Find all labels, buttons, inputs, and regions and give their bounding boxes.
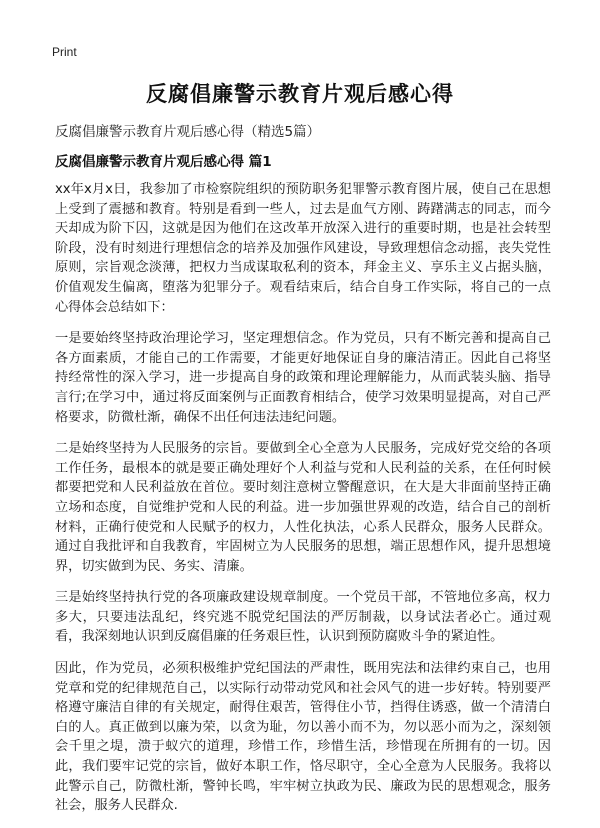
document-subtitle: 反腐倡廉警示教育片观后感心得（精选5篇）: [55, 124, 321, 140]
paragraph-point-three: 三是始终坚持执行党的各项廉政建设规章制度。一个党员干部，不管地位多高，权力多大，只要违法乱纪，终究逃不脱党纪国法的严厉制裁，以身试法者必亡。通过观看，我深刻地认识到反腐倡廉的任务艰巨性，认识到预防腐败斗争的紧迫性。: [55, 590, 551, 645]
paragraph-intro: xx年x月x日，我参加了市检察院组织的预防职务犯罪警示教育图片展，使自己在思想上受到了震撼和教育。特别是看到一些人，过去是血气方刚、踌躇满志的同志，而今天却成为阶下囚，这就是因为他们在这改革开放深入进行的重要时期，也是社会转型阶段，没有时刻进行理想信念的培养及加强作风建设，导致理想信念动摇，丧失党性原则，宗旨观念淡薄，把权力当成谋取私利的资本，拜金主义、享乐主义占据头脑，价值观发生偏离，堕落为犯罪分子。观看结束后，结合自身工作实际，将自己的一点心得体会总结如下：: [55, 182, 551, 315]
section-heading: 反腐倡廉警示教育片观后感心得 篇1: [55, 154, 272, 170]
document-title: 反腐倡廉警示教育片观后感心得: [146, 82, 454, 106]
paragraph-point-one: 一是要始终坚持政治理论学习，坚定理想信念。作为党员，只有不断完善和提高自己各方面素质，才能自己的工作需要，才能更好地保证自身的廉洁清正。因此自己将坚持经常性的深入学习，进一步提高自身的政策和理论理解能力，从而武装头脑、指导言行;在学习中，通过将反面案例与正面教育相结合，使学习效果明显提高，对自己严格要求，防微杜渐，确保不出任何违法违纪问题。: [55, 331, 551, 425]
paragraph-conclusion: 因此，作为党员，必须积极维护党纪国法的严肃性，既用宪法和法律约束自己，也用党章和党的纪律规范自己，以实际行动带动党风和社会风气的进一步好转。特别要严格遵守廉洁自律的有关规定，耐得住艰苦，管得住小节，挡得住诱惑，做一个清清白白的人。真正做到以廉为荣，以贪为耻，勿以善小而不为，勿以恶小而为之，深刻领会千里之堤，溃于蚁穴的道理，珍惜工作，珍惜生活，珍惜现在所拥有的一切。因此，我们要牢记党的宗旨，做好本职工作，恪尽职守，全心全意为人民服务。我将以此警示自己，防微杜渐，警钟长鸣，牢牢树立执政为民、廉政为民的思想观念，服务社会，服务人民群众.: [55, 661, 551, 814]
paragraph-point-two: 二是始终坚持为人民服务的宗旨。要做到全心全意为人民服务，完成好党交给的各项工作任务，最根本的就是要正确处理好个人利益与党和人民利益的关系，在任何时候都要把党和人民利益放在首位。要时刻注意树立警醒意识，在大是大非面前坚持正确立场和态度，自觉维护党和人民的利益。进一步加强世界观的改造，结合自己的剖析材料，正确行使党和人民赋予的权力，人性化执法，心系人民群众，服务人民群众。通过自我批评和自我教育，牢固树立为人民服务的思想，端正思想作风，提升思想境界，切实做到为民、务实、清廉。: [55, 441, 551, 574]
print-link[interactable]: Print: [52, 45, 77, 59]
article-body: [55, 180, 551, 828]
